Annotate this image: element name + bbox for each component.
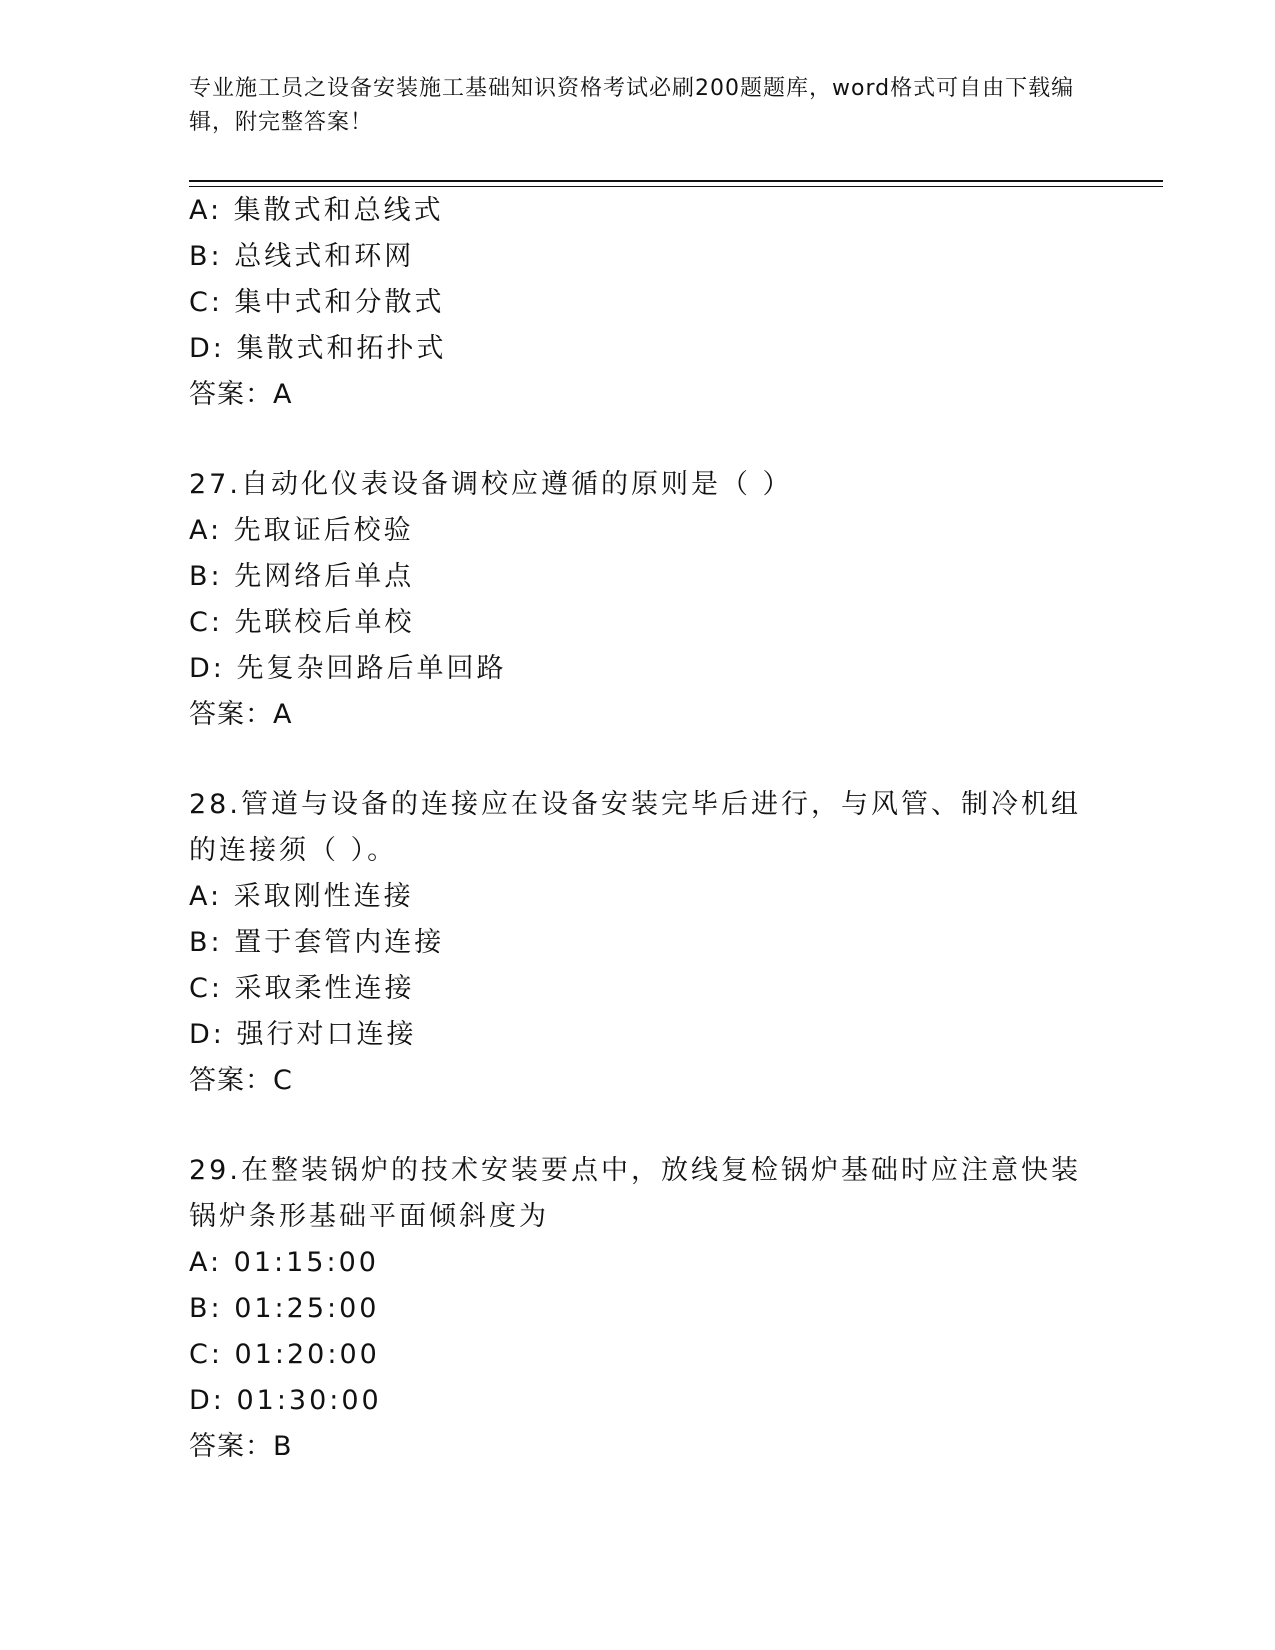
answer-line: 答案：A	[189, 699, 293, 730]
question-partial	[189, 188, 1089, 418]
question-stem: 27.自动化仪表设备调校应遵循的原则是（ ）	[189, 469, 793, 500]
option-d: D: 强行对口连接	[189, 1019, 417, 1050]
option-c: C: 集中式和分散式	[189, 287, 445, 318]
option-b: B: 01:25:00	[189, 1293, 380, 1324]
document-header	[189, 72, 1089, 140]
option-b: B: 先网络后单点	[189, 561, 415, 592]
option-c: C: 01:20:00	[189, 1339, 380, 1370]
header-divider-thin	[189, 186, 1163, 187]
header-divider-thick	[189, 180, 1163, 182]
option-c: C: 先联校后单校	[189, 607, 415, 638]
answer-line: 答案：C	[189, 1065, 293, 1096]
option-a: A: 先取证后校验	[189, 515, 414, 546]
option-b: B: 总线式和环网	[189, 241, 415, 272]
option-d: D: 先复杂回路后单回路	[189, 653, 507, 684]
answer-line: 答案：A	[189, 379, 293, 410]
answer-line: 答案：B	[189, 1431, 293, 1462]
question-29	[189, 1148, 1089, 1470]
option-d: D: 集散式和拓扑式	[189, 333, 447, 364]
option-a: A: 采取刚性连接	[189, 881, 414, 912]
option-b: B: 置于套管内连接	[189, 927, 445, 958]
option-c: C: 采取柔性连接	[189, 973, 415, 1004]
question-stem: 28.管道与设备的连接应在设备安装完毕后进行，与风管、制冷机组的连接须（ ）。	[189, 789, 1081, 866]
option-a: A: 集散式和总线式	[189, 195, 444, 226]
option-d: D: 01:30:00	[189, 1385, 382, 1416]
document-title: 专业施工员之设备安装施工基础知识资格考试必刷200题题库，word格式可自由下载编辑，附完整答案！	[189, 76, 1075, 135]
question-stem: 29.在整装锅炉的技术安装要点中，放线复检锅炉基础时应注意快装锅炉条形基础平面倾斜度为	[189, 1155, 1081, 1232]
question-27	[189, 462, 1089, 738]
question-28	[189, 782, 1089, 1104]
question-list	[189, 188, 1089, 1470]
option-a: A: 01:15:00	[189, 1247, 379, 1278]
